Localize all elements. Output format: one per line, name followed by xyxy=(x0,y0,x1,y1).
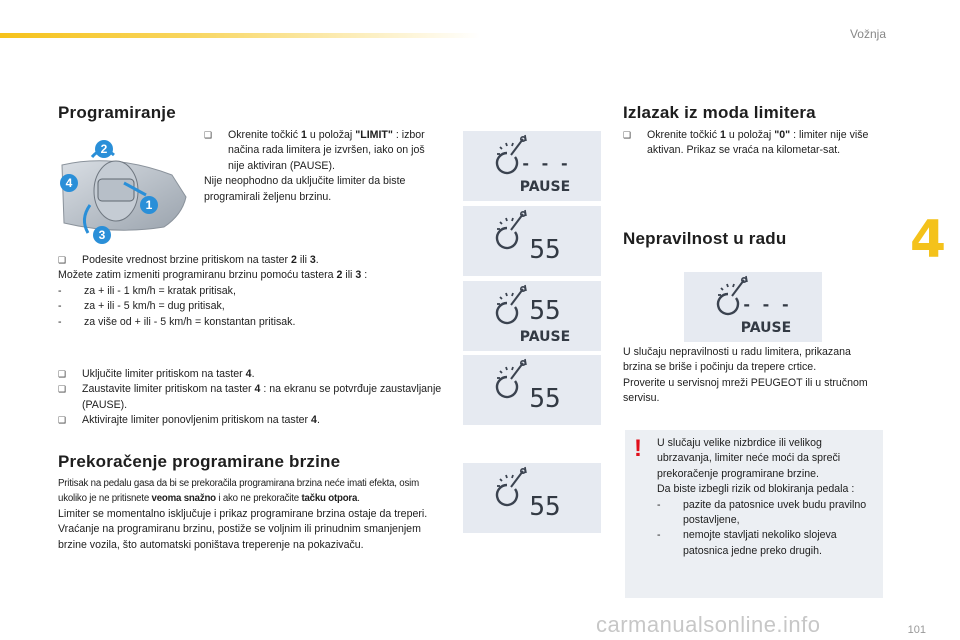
display-status-text: PAUSE xyxy=(519,329,571,345)
bullet-stop: ❑ Zaustavite limiter pritiskom na taster 4 : na ekranu se potvrđuje zaustavljanje (PAUSE). xyxy=(58,383,442,411)
display-speed-value: 55 xyxy=(529,492,561,522)
speed-limiter-display xyxy=(463,281,601,351)
section-title: Vožnja xyxy=(849,27,886,41)
heading-nepravilnost: Nepravilnost u radu xyxy=(623,229,787,248)
bullet-icon: ❑ xyxy=(58,255,67,265)
dash-item: - za + ili - 1 km/h = kratak pritisak, xyxy=(58,284,236,297)
heading-prekoracenje: Prekoračenje programirane brzine xyxy=(58,452,341,471)
dash-item: - za + ili - 5 km/h = dug pritisak, xyxy=(58,300,225,313)
activation-block xyxy=(58,367,448,429)
speed-limiter-display xyxy=(463,355,601,425)
label-3 xyxy=(99,228,106,242)
display-status-text: PAUSE xyxy=(740,320,792,336)
paragraph: Proverite u servisnoj mreži PEUGEOT ili u stručnom servisu. xyxy=(623,376,868,405)
speed-limiter-display xyxy=(463,131,601,201)
heading-programiranje: Programiranje xyxy=(58,103,176,122)
steering-control-illustration xyxy=(54,135,194,247)
speed-limiter-display xyxy=(463,463,601,533)
paragraph: Limiter se momentalno isključuje i prikaz programirane brzina ostaje da treperi. xyxy=(58,507,428,520)
svg-text:4: 4 xyxy=(65,176,73,190)
speed-limiter-icon xyxy=(497,467,526,505)
paragraph: Da biste izbegli rizik od blokiranja pedala : xyxy=(657,483,855,496)
bullet-icon: ❑ xyxy=(623,130,632,140)
label-1 xyxy=(146,198,153,212)
paragraph: U slučaju velike nizbrdice ili velikog ubrzavanja, limiter neće moći da spreči prekoračenje programirane brzine. xyxy=(657,437,841,480)
warning-box xyxy=(625,430,883,598)
bullet-icon: ❑ xyxy=(58,369,67,379)
display-speed-value: - - - xyxy=(520,154,570,173)
izlazak-text xyxy=(623,128,885,159)
display-speed-value: - - - xyxy=(741,295,791,314)
watermark-text: carmanualsonline.info xyxy=(596,612,821,637)
bullet-icon: ❑ xyxy=(58,415,67,426)
heading-izlazak: Izlazak iz moda limitera xyxy=(623,103,816,122)
display-speed-value: 55 xyxy=(529,296,561,326)
svg-text:1: 1 xyxy=(145,198,153,212)
page-number: 101 xyxy=(907,624,926,636)
paragraph: Vraćanje na programiranu brzinu, postiže se voljnim ili prinudnim smanjenjem brzine vozila, što automatski poništava treperenje na pokazivaču. xyxy=(58,523,421,551)
bullet-icon: ❑ xyxy=(58,384,67,395)
warning-icon: ! xyxy=(634,435,642,462)
speed-limiter-icon xyxy=(497,359,526,397)
step1-block xyxy=(204,128,442,205)
dash-item: - nemojte stavljati nekoliko slojeva patosnica jedne preko drugih. xyxy=(657,529,837,557)
bullet-icon: ❑ xyxy=(204,130,213,140)
label-2 xyxy=(101,142,108,156)
display-speed-value: 55 xyxy=(529,235,561,265)
step2-block xyxy=(58,253,448,330)
bullet-on: ❑ Uključite limiter pritiskom na taster 4. xyxy=(58,367,448,382)
header-accent-bar xyxy=(0,33,480,38)
bullet-react: ❑ Aktivirajte limiter ponovljenim pritiskom na taster 4. xyxy=(58,413,448,428)
paragraph: U slučaju nepravilnosti u radu limitera, prikazana brzina se briše i počinju da trepere crtice. xyxy=(623,346,851,374)
chapter-number: 4 xyxy=(909,210,946,270)
speed-limiter-display xyxy=(463,206,601,276)
label-4 xyxy=(66,176,73,190)
pedal-note: Pritisak na pedalu gasa da bi se prekoračila programirana brzina neće imati efekta, osim ukoliko je ne pritisnete veoma snažno i ako ne prekoračite tačku otpora. xyxy=(58,478,419,505)
dash-item: - pazite da patosnice uvek budu pravilno postavljene, xyxy=(657,498,867,527)
svg-text:3: 3 xyxy=(98,228,106,242)
speed-limiter-icon xyxy=(497,285,526,323)
bullet-exit: ❑ Okrenite točkić 1 u položaj "0" : limiter nije više aktivan. Prikaz se vraća na kilometar-sat. xyxy=(623,129,869,157)
dash-item: - za više od + ili - 5 km/h = konstantan pritisak. xyxy=(58,315,296,328)
nepravilnost-text xyxy=(623,345,881,407)
display-speed-value: 55 xyxy=(529,384,561,414)
svg-text:2: 2 xyxy=(100,142,108,156)
speed-limiter-icon xyxy=(497,210,526,248)
bullet-step1: ❑ Okrenite točkić 1 u položaj "LIMIT" : izbor načina rada limitera je izvršen, iako on još nije aktiviran (PAUSE). xyxy=(204,129,425,172)
modify-text: Možete zatim izmeniti programiranu brzinu pomoću tastera 2 ili 3 : xyxy=(58,269,368,282)
prekoracenje-text xyxy=(58,476,446,553)
speed-limiter-display xyxy=(684,272,822,342)
bullet-step2: ❑ Podesite vrednost brzine pritiskom na taster 2 ili 3. xyxy=(58,253,448,268)
note-text: Nije neophodno da uključite limiter da biste programirali željenu brzinu. xyxy=(204,175,406,203)
display-status-text: PAUSE xyxy=(519,179,571,195)
